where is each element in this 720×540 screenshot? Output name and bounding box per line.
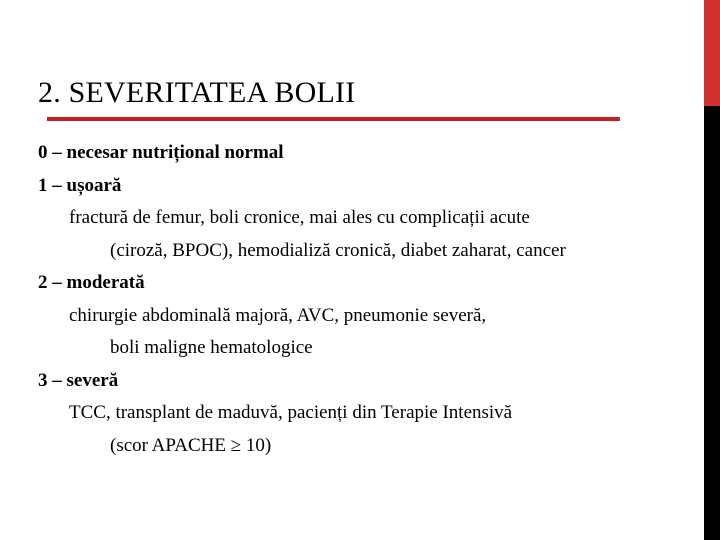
- slide-body-content: [38, 137, 678, 462]
- body-line: (ciroză, BPOC), hemodializă cronică, diabet zaharat, cancer: [110, 239, 566, 261]
- slide-title: 2. SEVERITATEA BOLII: [38, 76, 356, 109]
- body-line: chirurgie abdominală majoră, AVC, pneumonie severă,: [69, 304, 487, 326]
- body-line: 1 – ușoară: [38, 174, 122, 196]
- body-line: 0 – necesar nutrițional normal: [38, 142, 284, 163]
- body-line: 3 – severă: [38, 369, 119, 391]
- body-line: fractură de femur, boli cronice, mai ales cu complicații acute: [69, 207, 530, 228]
- right-edge-black-bar: [704, 106, 720, 540]
- title-underline-rule: [47, 117, 620, 121]
- body-line: TCC, transplant de maduvă, pacienți din Terapie Intensivă: [69, 402, 513, 423]
- body-line: boli maligne hematologice: [110, 337, 313, 358]
- right-edge-red-bar: [704, 0, 720, 106]
- body-line: 2 – moderată: [38, 272, 145, 293]
- body-line: (scor APACHE ≥ 10): [110, 434, 272, 456]
